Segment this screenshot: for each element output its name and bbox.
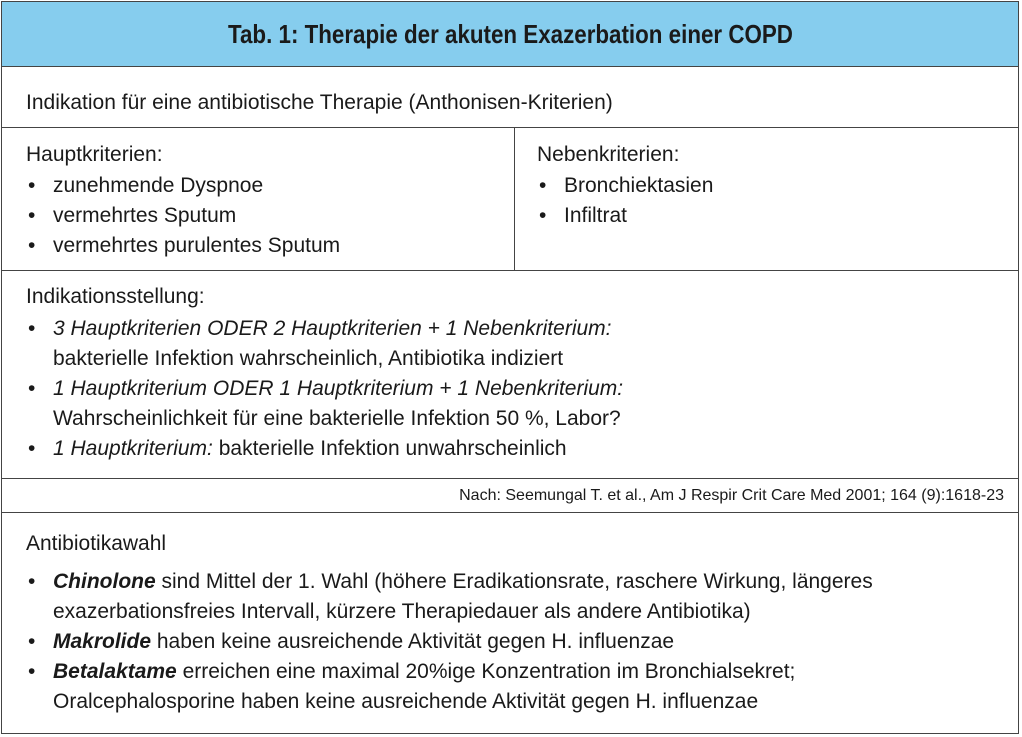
indikationsstellung-heading: Indikationsstellung: [26,285,205,308]
criterion-result: bakterielle Infektion unwahrscheinlich [212,437,567,460]
antibiotikawahl-heading: Antibiotikawahl [26,532,167,555]
indikation-heading: Indikation für eine antibiotische Therapie (Anthonisen-Kriterien) [26,91,613,114]
list-item [26,314,1018,374]
list-item [26,374,1018,434]
nebenkriterien-list [537,171,1018,231]
table-title: Tab. 1: Therapie der akuten Exazerbation einer COPD [227,18,793,49]
indikationsstellung-row [2,271,1018,479]
drug-class: Betalaktame [53,660,177,683]
table-title-bar [2,2,1018,67]
drug-note: haben keine ausreichende Aktivität gegen H. influenzae [151,630,675,653]
list-item: • Infiltrat [537,201,1018,231]
criterion-result: bakterielle Infektion wahrscheinlich, Antibiotika indiziert [53,347,564,370]
list-item [26,567,1018,627]
list-item [26,657,1018,717]
criterion-condition: 3 Hauptkriterien ODER 2 Hauptkriterien + 1 Nebenkriterium: [53,317,612,340]
list-item: • vermehrtes Sputum [26,201,514,231]
source-row [2,479,1018,513]
copd-therapy-table [1,1,1019,734]
drug-note-continued: Oralcephalosporine haben keine ausreichende Aktivität gegen H. influenzae [53,690,759,713]
list-item [26,627,1018,657]
drug-note-continued: exazerbationsfreies Intervall, kürzere Therapiedauer als andere Antibiotika) [53,600,751,623]
criterion-result: Wahrscheinlichkeit für eine bakterielle Infektion 50 %, Labor? [53,407,621,430]
list-item: • zunehmende Dyspnoe [26,171,514,201]
criterion-condition: 1 Hauptkriterium ODER 1 Hauptkriterium + 1 Nebenkriterium: [53,377,624,400]
list-item: • Bronchiektasien [537,171,1018,201]
list-item [26,434,1018,464]
criterion-condition: 1 Hauptkriterium: [53,437,213,460]
hauptkriterien-list [26,171,514,261]
hauptkriterien-heading: Hauptkriterien: [26,143,163,166]
hauptkriterien-cell [2,128,515,270]
indikation-row [2,66,1018,128]
criteria-row [2,128,1018,271]
drug-note: erreichen eine maximal 20%ige Konzentration im Bronchialsekret; [176,660,796,683]
antibiotikawahl-row [2,513,1018,733]
list-item: • vermehrtes purulentes Sputum [26,231,514,261]
nebenkriterien-heading: Nebenkriterien: [537,143,680,166]
source-citation: Nach: Seemungal T. et al., Am J Respir Crit Care Med 2001; 164 (9):1618-23 [459,487,1004,504]
indikationsstellung-list [26,314,1018,464]
drug-note: sind Mittel der 1. Wahl (höhere Eradikationsrate, raschere Wirkung, längeres [155,570,873,593]
drug-class: Chinolone [53,570,156,593]
drug-class: Makrolide [53,630,152,653]
antibiotikawahl-list [26,567,1018,717]
nebenkriterien-cell [515,128,1018,270]
